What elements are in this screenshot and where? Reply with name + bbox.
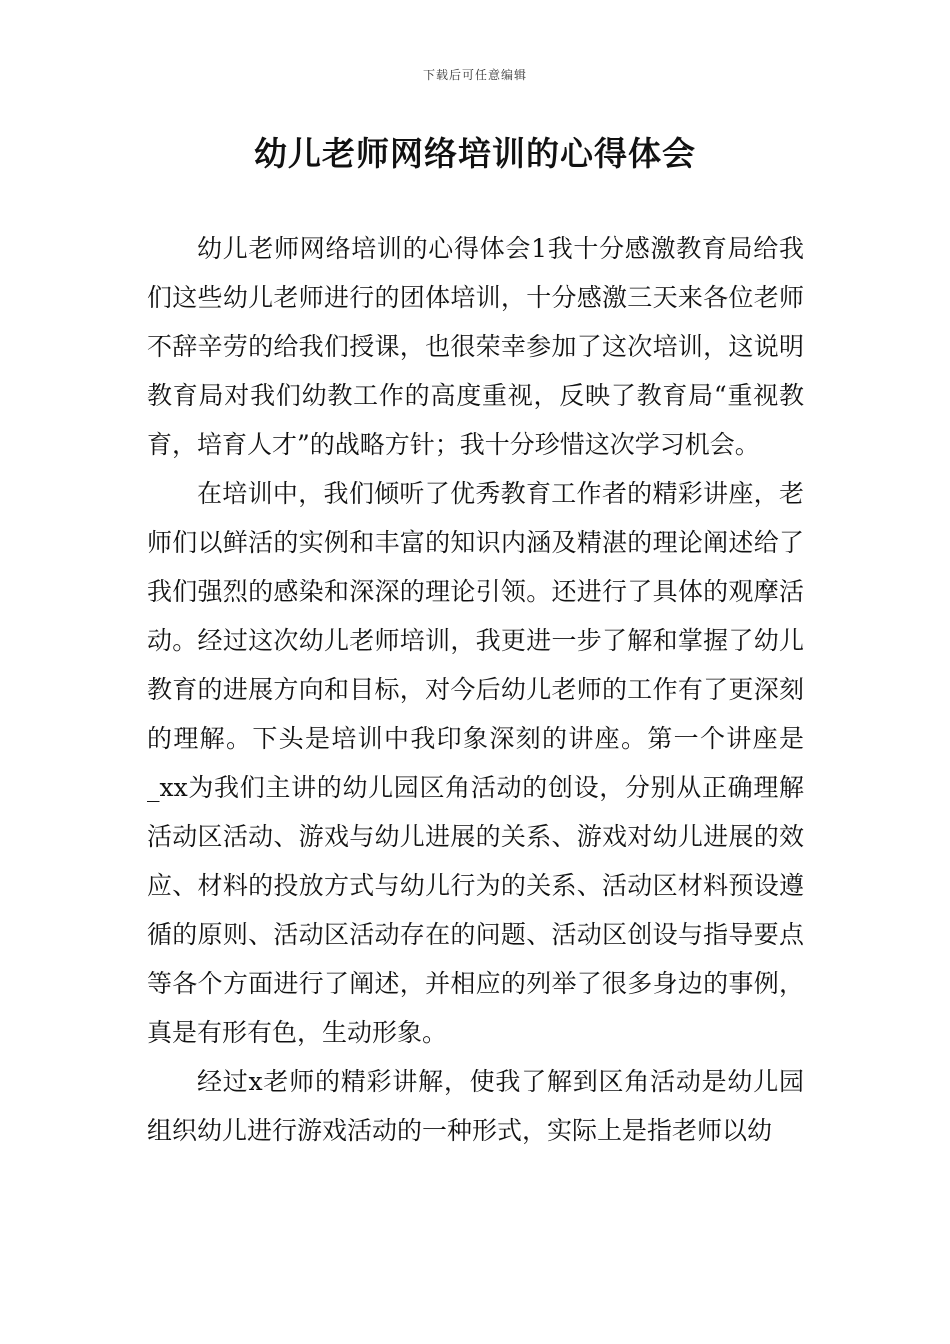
document-body	[147, 224, 804, 1155]
paragraph-1: 幼儿老师网络培训的心得体会1我十分感激教育局给我们这些幼儿老师进行的团体培训，十分感激三天来各位老师不辞辛劳的给我们授课，也很荣幸参加了这次培训，这说明教育局对我们幼教工作的高度重视，反映了教育局“重视教育，培育人才”的战略方针；我十分珍惜这次学习机会。	[147, 234, 804, 459]
paragraph-3: 经过x老师的精彩讲解，使我了解到区角活动是幼儿园组织幼儿进行游戏活动的一种形式，实际上是指老师以幼	[147, 1067, 804, 1145]
paragraph-2: 在培训中，我们倾听了优秀教育工作者的精彩讲座，老师们以鲜活的实例和丰富的知识内涵及精湛的理论阐述给了我们强烈的感染和深深的理论引领。还进行了具体的观摩活动。经过这次幼儿老师培训，我更进一步了解和掌握了幼儿教育的进展方向和目标，对今后幼儿老师的工作有了更深刻的理解。下头是培训中我印象深刻的讲座。第一个讲座是_xx为我们主讲的幼儿园区角活动的创设，分别从正确理解活动区活动、游戏与幼儿进展的关系、游戏对幼儿进展的效应、材料的投放方式与幼儿行为的关系、活动区材料预设遵循的原则、活动区活动存在的问题、活动区创设与指导要点等各个方面进行了阐述，并相应的列举了很多身边的事例，真是有形有色，生动形象。	[147, 479, 804, 1047]
header-note: 下载后可任意编辑	[422, 68, 527, 82]
document-title: 幼儿老师网络培训的心得体会	[254, 134, 696, 173]
